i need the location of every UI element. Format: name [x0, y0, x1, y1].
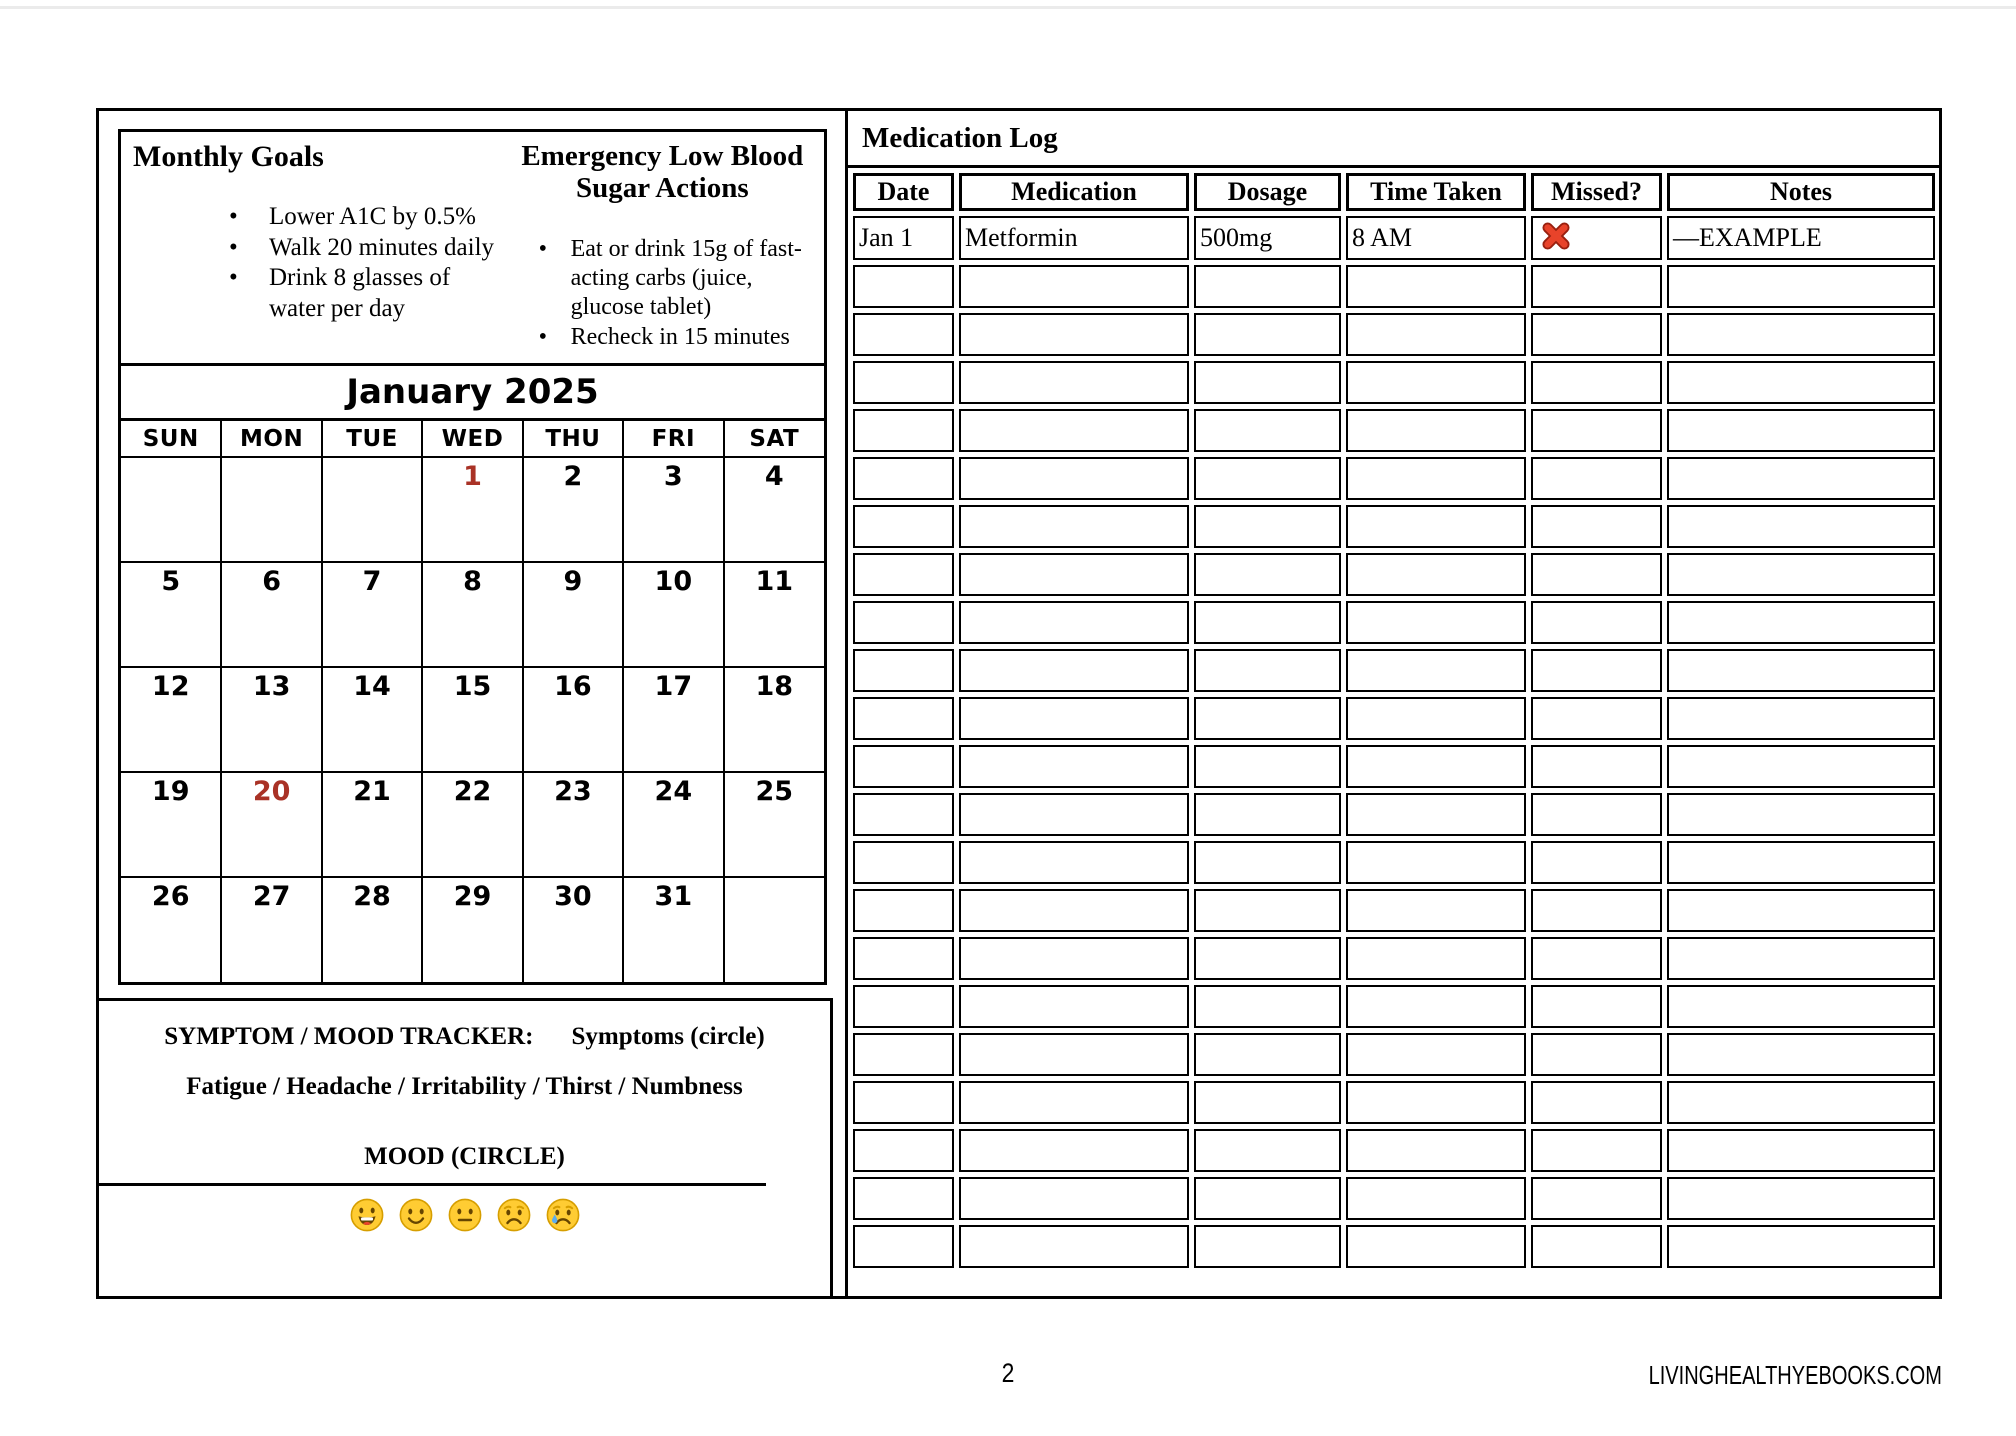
goals-calendar-panel [118, 129, 827, 985]
empty-log-row [853, 457, 1935, 500]
website-footer: LIVINGHEALTHYEBOOKS.COM [1648, 1360, 1942, 1390]
calendar-day-cell: 13 [221, 667, 321, 772]
log-medication-cell [959, 1033, 1189, 1076]
column-header: Dosage [1194, 173, 1341, 211]
mood-circle-label: MOOD (CIRCLE) [364, 1143, 565, 1170]
empty-log-row [853, 985, 1935, 1028]
empty-log-row [853, 793, 1935, 836]
log-notes-cell [1667, 313, 1935, 356]
log-date-cell [853, 937, 954, 980]
log-time-cell [1346, 745, 1526, 788]
empty-log-row [853, 889, 1935, 932]
log-medication-cell [959, 457, 1189, 500]
calendar-day-cell: 5 [121, 562, 221, 667]
log-notes-cell [1667, 265, 1935, 308]
log-date-cell [853, 505, 954, 548]
log-notes-cell [1667, 793, 1935, 836]
log-dosage-cell [1194, 937, 1341, 980]
empty-log-row [853, 1081, 1935, 1124]
log-notes-cell [1667, 601, 1935, 644]
log-medication-cell [959, 841, 1189, 884]
log-date-cell: Jan 1 [853, 216, 954, 260]
log-dosage-cell [1194, 649, 1341, 692]
calendar-day-cell: 6 [221, 562, 321, 667]
log-medication-cell [959, 793, 1189, 836]
log-missed-cell [1531, 1177, 1662, 1220]
page-top-divider [0, 6, 2016, 9]
log-dosage-cell [1194, 697, 1341, 740]
calendar-day-cell: 27 [221, 877, 321, 982]
calendar-day-header: SUN [121, 421, 221, 457]
calendar-day-header: TUE [322, 421, 422, 457]
calendar-day-cell: 10 [623, 562, 723, 667]
empty-log-row [853, 409, 1935, 452]
tracker-title: SYMPTOM / MOOD TRACKER: [164, 1023, 534, 1050]
log-medication-cell [959, 1177, 1189, 1220]
calendar-day-cell: 12 [121, 667, 221, 772]
log-time-cell [1346, 1225, 1526, 1268]
log-time-cell [1346, 793, 1526, 836]
log-notes-cell [1667, 649, 1935, 692]
log-notes-cell [1667, 937, 1935, 980]
calendar-day-header: FRI [623, 421, 723, 457]
calendar-day-cell: 2 [523, 457, 623, 562]
log-dosage-cell [1194, 841, 1341, 884]
log-date-cell [853, 1033, 954, 1076]
log-time-cell [1346, 841, 1526, 884]
log-date-cell [853, 697, 954, 740]
log-date-cell [853, 649, 954, 692]
empty-log-row [853, 1177, 1935, 1220]
log-missed-cell [1531, 313, 1662, 356]
log-notes-cell [1667, 1177, 1935, 1220]
calendar-day-cell: 4 [724, 457, 824, 562]
missed-cross-icon [1541, 221, 1571, 251]
log-dosage-cell [1194, 601, 1341, 644]
log-date-cell [853, 1081, 954, 1124]
log-time-cell [1346, 985, 1526, 1028]
log-dosage-cell [1194, 1225, 1341, 1268]
log-date-cell [853, 1177, 954, 1220]
log-date-cell [853, 1225, 954, 1268]
log-dosage-cell [1194, 409, 1341, 452]
log-dosage-cell [1194, 1129, 1341, 1172]
empty-log-row [853, 313, 1935, 356]
monthly-goals [121, 132, 501, 363]
log-notes-cell [1667, 889, 1935, 932]
medication-log-title: Medication Log [848, 111, 1939, 168]
log-time-cell [1346, 553, 1526, 596]
log-time-cell [1346, 937, 1526, 980]
log-medication-cell [959, 1129, 1189, 1172]
worried-face-icon [496, 1197, 532, 1233]
neutral-face-icon [447, 1197, 483, 1233]
log-dosage-cell [1194, 553, 1341, 596]
calendar-day-cell: 17 [623, 667, 723, 772]
log-dosage-cell [1194, 985, 1341, 1028]
calendar-day-cell: 18 [724, 667, 824, 772]
log-notes-cell [1667, 985, 1935, 1028]
log-date-cell [853, 553, 954, 596]
log-missed-cell [1531, 793, 1662, 836]
log-time-cell [1346, 409, 1526, 452]
log-medication-cell [959, 601, 1189, 644]
log-notes-cell [1667, 409, 1935, 452]
emergency-actions-list [531, 235, 824, 352]
calendar-week-row [121, 562, 824, 667]
log-header-row [853, 173, 1935, 211]
log-medication-cell [959, 265, 1189, 308]
log-medication-cell [959, 361, 1189, 404]
calendar-day-cell: 8 [422, 562, 522, 667]
calendar [121, 421, 824, 982]
empty-log-row [853, 1033, 1935, 1076]
log-date-cell [853, 313, 954, 356]
log-dosage-cell [1194, 793, 1341, 836]
emergency-actions-title: Emergency Low Blood Sugar Actions [521, 140, 804, 205]
log-dosage-cell: 500mg [1194, 216, 1341, 260]
log-missed-cell [1531, 985, 1662, 1028]
log-missed-cell [1531, 1129, 1662, 1172]
symptom-mood-tracker [96, 998, 833, 1299]
empty-log-row [853, 601, 1935, 644]
calendar-day-cell: 26 [121, 877, 221, 982]
log-date-cell [853, 1129, 954, 1172]
crying-face-icon [545, 1197, 581, 1233]
log-time-cell [1346, 889, 1526, 932]
empty-log-row [853, 937, 1935, 980]
log-missed-cell [1531, 409, 1662, 452]
calendar-day-cell: 1 [422, 457, 522, 562]
column-header: Medication [959, 173, 1189, 211]
empty-log-row [853, 841, 1935, 884]
log-date-cell [853, 457, 954, 500]
goal-item: • Lower A1C by 0.5% [221, 202, 501, 233]
emergency-action-item: • Eat or drink 15g of fast-acting carbs (juice, glucose tablet) [531, 235, 821, 323]
log-date-cell [853, 889, 954, 932]
log-dosage-cell [1194, 1033, 1341, 1076]
log-medication-cell [959, 1225, 1189, 1268]
medication-log-table [848, 168, 1940, 1273]
log-missed-cell [1531, 649, 1662, 692]
grinning-face-icon [349, 1197, 385, 1233]
log-dosage-cell [1194, 505, 1341, 548]
calendar-week-row [121, 877, 824, 982]
log-dosage-cell [1194, 1081, 1341, 1124]
mood-options [99, 1197, 830, 1233]
log-time-cell [1346, 361, 1526, 404]
log-notes-cell [1667, 1081, 1935, 1124]
goal-item: • Walk 20 minutes daily [221, 233, 501, 264]
log-notes-cell [1667, 457, 1935, 500]
empty-log-row [853, 553, 1935, 596]
calendar-day-cell: 7 [322, 562, 422, 667]
example-log-row [853, 216, 1935, 260]
calendar-day-cell [121, 457, 221, 562]
calendar-day-header: MON [221, 421, 321, 457]
log-time-cell [1346, 1033, 1526, 1076]
calendar-day-cell: 11 [724, 562, 824, 667]
log-time-cell [1346, 1177, 1526, 1220]
log-time-cell [1346, 1129, 1526, 1172]
log-date-cell [853, 841, 954, 884]
log-missed-cell [1531, 889, 1662, 932]
monthly-goals-title: Monthly Goals [133, 140, 324, 173]
log-notes-cell [1667, 697, 1935, 740]
log-medication-cell [959, 553, 1189, 596]
log-dosage-cell [1194, 361, 1341, 404]
log-medication-cell: Metformin [959, 216, 1189, 260]
log-date-cell [853, 361, 954, 404]
calendar-day-cell: 25 [724, 772, 824, 877]
log-medication-cell [959, 889, 1189, 932]
log-missed-cell [1531, 1225, 1662, 1268]
log-missed-cell [1531, 841, 1662, 884]
calendar-day-cell: 29 [422, 877, 522, 982]
log-time-cell: 8 AM [1346, 216, 1526, 260]
log-dosage-cell [1194, 1177, 1341, 1220]
calendar-day-cell: 15 [422, 667, 522, 772]
log-notes-cell [1667, 361, 1935, 404]
calendar-week-row [121, 772, 824, 877]
log-dosage-cell [1194, 457, 1341, 500]
log-time-cell [1346, 265, 1526, 308]
calendar-day-header: SAT [724, 421, 824, 457]
log-dosage-cell [1194, 745, 1341, 788]
log-missed-cell [1531, 745, 1662, 788]
emergency-action-item: • Recheck in 15 minutes [531, 323, 821, 352]
calendar-week-row [121, 457, 824, 562]
page-number: 2 [1001, 1358, 1015, 1388]
log-time-cell [1346, 505, 1526, 548]
log-dosage-cell [1194, 265, 1341, 308]
calendar-day-cell: 31 [623, 877, 723, 982]
log-medication-cell [959, 1081, 1189, 1124]
calendar-day-cell: 24 [623, 772, 723, 877]
empty-log-row [853, 505, 1935, 548]
calendar-day-cell: 30 [523, 877, 623, 982]
empty-log-row [853, 697, 1935, 740]
column-header: Time Taken [1346, 173, 1526, 211]
log-medication-cell [959, 985, 1189, 1028]
calendar-day-cell: 23 [523, 772, 623, 877]
medication-log-panel [845, 108, 1942, 1299]
log-notes-cell [1667, 841, 1935, 884]
log-date-cell [853, 745, 954, 788]
goals-section [121, 132, 824, 363]
empty-log-row [853, 265, 1935, 308]
log-medication-cell [959, 937, 1189, 980]
log-missed-cell [1531, 505, 1662, 548]
monthly-goals-list [221, 202, 501, 324]
calendar-day-cell [322, 457, 422, 562]
log-missed-cell [1531, 1081, 1662, 1124]
calendar-day-cell: 22 [422, 772, 522, 877]
calendar-week-row [121, 667, 824, 772]
log-missed-cell [1531, 361, 1662, 404]
log-date-cell [853, 409, 954, 452]
log-time-cell [1346, 649, 1526, 692]
log-missed-cell [1531, 601, 1662, 644]
column-header: Notes [1667, 173, 1935, 211]
empty-log-row [853, 649, 1935, 692]
log-time-cell [1346, 601, 1526, 644]
log-notes-cell [1667, 553, 1935, 596]
calendar-day-cell: 20 [221, 772, 321, 877]
calendar-day-cell: 19 [121, 772, 221, 877]
log-date-cell [853, 793, 954, 836]
log-notes-cell [1667, 745, 1935, 788]
log-time-cell [1346, 1081, 1526, 1124]
calendar-day-cell: 3 [623, 457, 723, 562]
column-header: Missed? [1531, 173, 1662, 211]
log-time-cell [1346, 457, 1526, 500]
log-medication-cell [959, 649, 1189, 692]
column-header: Date [853, 173, 954, 211]
log-missed-cell [1531, 457, 1662, 500]
calendar-day-cell: 16 [523, 667, 623, 772]
log-time-cell [1346, 697, 1526, 740]
log-dosage-cell [1194, 313, 1341, 356]
log-medication-cell [959, 745, 1189, 788]
calendar-month-title: January 2025 [121, 363, 824, 421]
tracker-heading-row [99, 1023, 830, 1051]
log-medication-cell [959, 697, 1189, 740]
log-missed-cell [1531, 1033, 1662, 1076]
calendar-day-cell [221, 457, 321, 562]
log-notes-cell [1667, 1033, 1935, 1076]
log-date-cell [853, 985, 954, 1028]
goal-item: • Drink 8 glasses of water per day [221, 263, 501, 324]
log-medication-cell [959, 313, 1189, 356]
log-date-cell [853, 601, 954, 644]
calendar-header-row [121, 421, 824, 457]
symptoms-circle-label: Symptoms (circle) [571, 1023, 765, 1050]
symptoms-list: Fatigue / Headache / Irritability / Thirst / Numbness [186, 1073, 743, 1100]
calendar-day-header: WED [422, 421, 522, 457]
log-time-cell [1346, 313, 1526, 356]
smiling-face-icon [398, 1197, 434, 1233]
calendar-day-cell: 14 [322, 667, 422, 772]
log-medication-cell [959, 409, 1189, 452]
empty-log-row [853, 361, 1935, 404]
log-dosage-cell [1194, 889, 1341, 932]
log-notes-cell: —EXAMPLE [1667, 216, 1935, 260]
empty-log-row [853, 1129, 1935, 1172]
calendar-day-header: THU [523, 421, 623, 457]
log-missed-cell [1531, 697, 1662, 740]
calendar-day-cell: 9 [523, 562, 623, 667]
log-date-cell [853, 265, 954, 308]
calendar-day-cell [724, 877, 824, 982]
log-notes-cell [1667, 1129, 1935, 1172]
emergency-actions [501, 132, 824, 363]
log-missed-cell [1531, 553, 1662, 596]
empty-log-row [853, 1225, 1935, 1268]
log-notes-cell [1667, 1225, 1935, 1268]
calendar-day-cell: 21 [322, 772, 422, 877]
log-missed-cell [1531, 265, 1662, 308]
calendar-day-cell: 28 [322, 877, 422, 982]
log-missed-cell [1531, 216, 1662, 260]
log-medication-cell [959, 505, 1189, 548]
log-missed-cell [1531, 937, 1662, 980]
empty-log-row [853, 745, 1935, 788]
mood-divider-line [99, 1183, 766, 1186]
log-notes-cell [1667, 505, 1935, 548]
